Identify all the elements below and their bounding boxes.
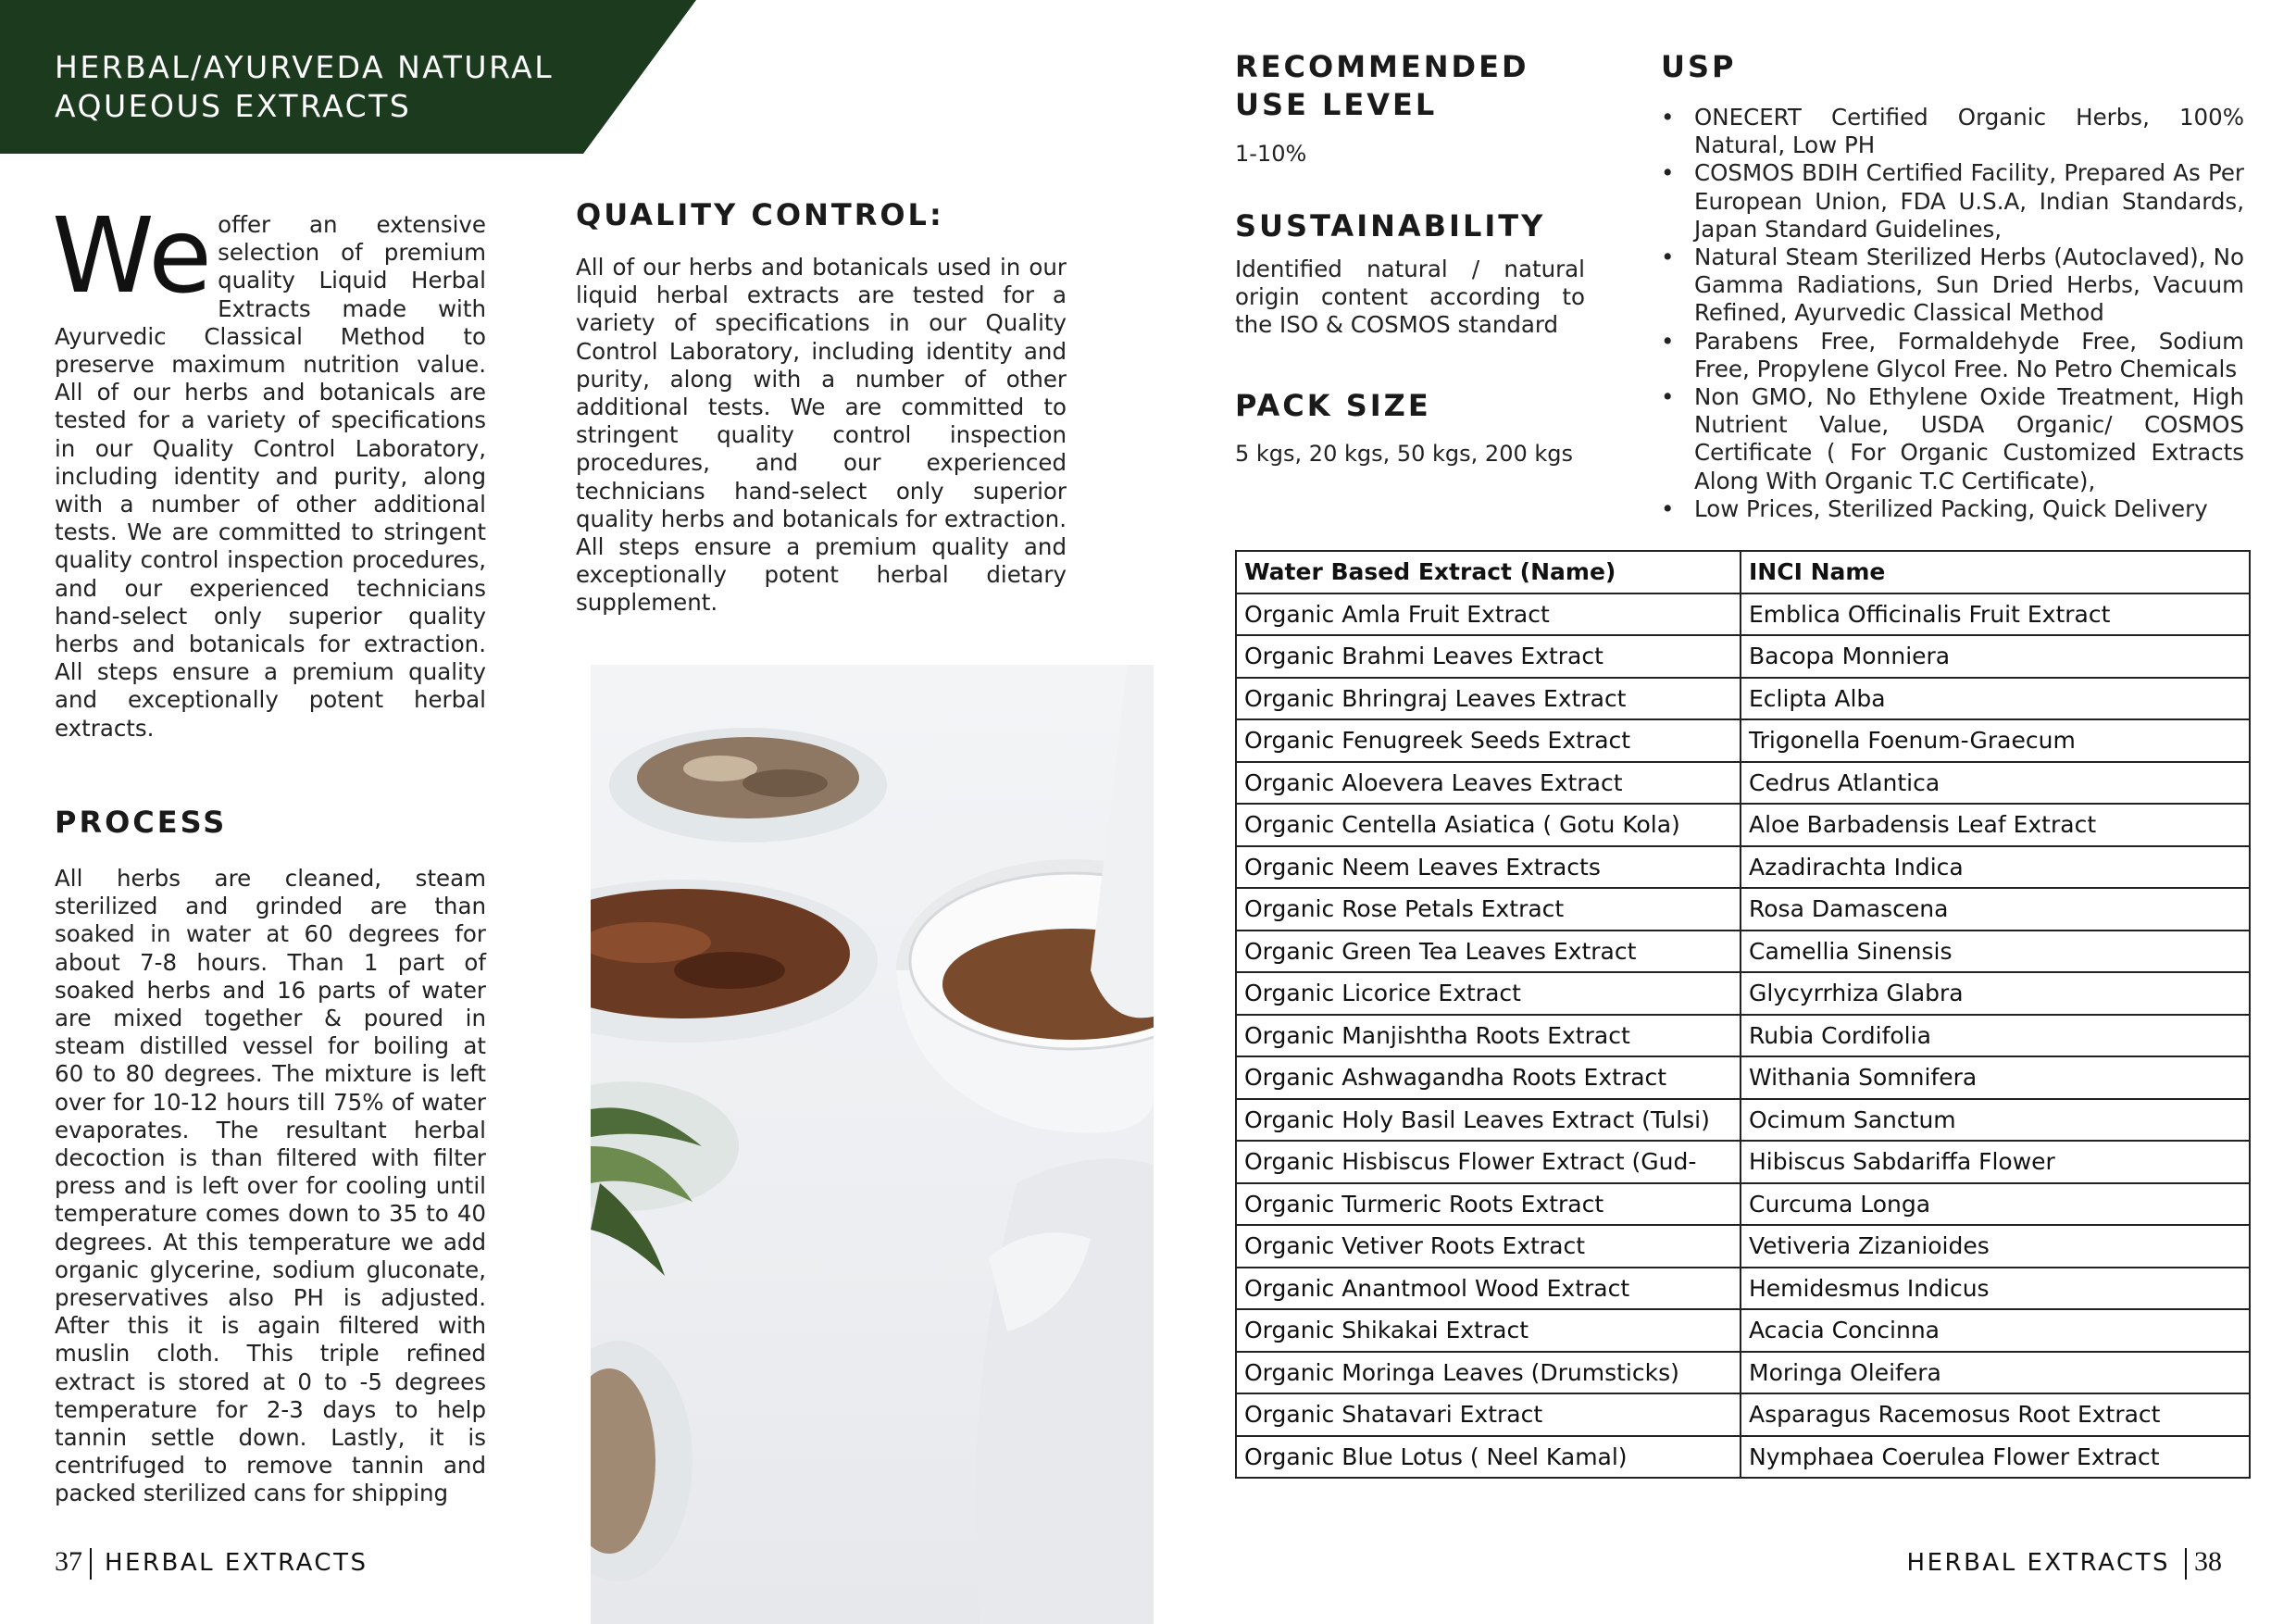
usp-item: • COSMOS BDIH Certified Facility, Prepared As Per European Union, FDA U.S.A, Indian Standards, Japan Standard Guidelines, [1661,159,2244,244]
inci-name-cell: Hemidesmus Indicus [1741,1268,2250,1310]
inci-name-cell: Asparagus Racemosus Root Extract [1741,1393,2250,1436]
extract-name-cell: Organic Aloevera Leaves Extract [1236,762,1741,805]
inci-name-cell: Withania Somnifera [1741,1056,2250,1099]
pack-size-value: 5 kgs, 20 kgs, 50 kgs, 200 kgs [1235,441,1573,467]
extract-name-cell: Organic Turmeric Roots Extract [1236,1183,1741,1226]
inci-name-cell: Bacopa Monniera [1741,635,2250,678]
usp-item: • Non GMO, No Ethylene Oxide Treatment, High Nutrient Value, USDA Organic/ COSMOS Certificate ( For Organic Customized Extracts Along With Organic T.C Certificate), [1661,383,2244,495]
extract-name-cell: Organic Shatavari Extract [1236,1393,1741,1436]
table-row [1236,1436,2250,1479]
extract-name-cell: Organic Centella Asiatica ( Gotu Kola) [1236,804,1741,846]
footer-label-right: HERBAL EXTRACTS [1906,1549,2170,1577]
extract-name-cell: Organic Rose Petals Extract [1236,888,1741,931]
column-header-extract-name: Water Based Extract (Name) [1236,551,1741,593]
inci-name-cell: Vetiveria Zizanioides [1741,1225,2250,1268]
quality-control-text: All of our herbs and botanicals used in our liquid herbal extracts are tested for a variety of specifications in our Quality Control Laboratory, including identity and purity, along with a number of other additional tests. We are committed to stringent quality control inspection procedures, and our experienced technicians hand-select only superior quality herbs and botanicals for extraction. All steps ensure a premium quality and exceptionally potent herbal dietary supplement. [576,254,1067,617]
table-row [1236,1309,2250,1352]
inci-name-cell: Acacia Concinna [1741,1309,2250,1352]
usp-item: • Low Prices, Sterilized Packing, Quick Delivery [1661,495,2244,523]
extract-name-cell: Organic Moringa Leaves (Drumsticks) [1236,1352,1741,1394]
inci-name-cell: Glycyrrhiza Glabra [1741,972,2250,1015]
recommended-value: 1-10% [1235,141,1307,167]
recommended-heading-line1: RECOMMENDED [1235,49,1529,84]
usp-list [1661,104,2244,523]
footer-divider-left [90,1548,92,1580]
column-header-inci-name: INCI Name [1741,551,2250,593]
table-row [1236,1141,2250,1183]
quality-control-heading: QUALITY CONTROL: [576,197,944,232]
table-row [1236,1352,2250,1394]
extract-name-cell: Organic Shikakai Extract [1236,1309,1741,1352]
intro-paragraph [52,196,486,743]
inci-name-cell: Azadirachta Indica [1741,846,2250,889]
table-row [1236,762,2250,805]
table-row [1236,1056,2250,1099]
extract-name-cell: Organic Green Tea Leaves Extract [1236,931,1741,973]
table-row [1236,931,2250,973]
extract-name-cell: Organic Anantmool Wood Extract [1236,1268,1741,1310]
usp-item: • ONECERT Certified Organic Herbs, 100% Natural, Low PH [1661,104,2244,159]
table-row [1236,1099,2250,1142]
extract-name-cell: Organic Hisbiscus Flower Extract (Gud- [1236,1141,1741,1183]
inci-name-cell: Rubia Cordifolia [1741,1015,2250,1057]
usp-heading: USP [1661,49,1737,84]
extract-name-cell: Organic Bhringraj Leaves Extract [1236,678,1741,720]
extract-name-cell: Organic Neem Leaves Extracts [1236,846,1741,889]
extract-name-cell: Organic Amla Fruit Extract [1236,593,1741,636]
table-header-row [1236,551,2250,593]
table-row [1236,719,2250,762]
inci-name-cell: Hibiscus Sabdariffa Flower [1741,1141,2250,1183]
process-heading: PROCESS [55,805,228,840]
recommended-heading [1235,48,1529,124]
herbs-photo-illustration [591,665,1154,1624]
inci-name-cell: Aloe Barbadensis Leaf Extract [1741,804,2250,846]
table-row [1236,804,2250,846]
extract-name-cell: Organic Blue Lotus ( Neel Kamal) [1236,1436,1741,1479]
extract-name-cell: Organic Fenugreek Seeds Extract [1236,719,1741,762]
table-row [1236,1268,2250,1310]
extract-name-cell: Organic Ashwagandha Roots Extract [1236,1056,1741,1099]
table-row [1236,1225,2250,1268]
inci-name-cell: Camellia Sinensis [1741,931,2250,973]
page-number-right: 38 [2194,1546,2222,1577]
sustainability-heading: SUSTAINABILITY [1235,208,1546,244]
herbs-photo [591,665,1154,1624]
footer-divider-right [2185,1548,2187,1580]
extract-name-cell: Organic Holy Basil Leaves Extract (Tulsi) [1236,1099,1741,1142]
usp-item: • Natural Steam Sterilized Herbs (Autoclaved), No Gamma Radiations, Sun Dried Herbs, Vacuum Refined, Ayurvedic Classical Method [1661,244,2244,328]
inci-name-cell: Ocimum Sanctum [1741,1099,2250,1142]
inci-name-cell: Moringa Oleifera [1741,1352,2250,1394]
sustainability-text: Identified natural / natural origin content according to the ISO & COSMOS standard [1235,256,1585,339]
table-row [1236,635,2250,678]
table-row [1236,1393,2250,1436]
footer-right [1907,1546,2222,1580]
footer-left [55,1546,368,1580]
page-title-line2: AQUEOUS EXTRACTS [55,88,412,124]
table-row [1236,888,2250,931]
usp-item: • Parabens Free, Formaldehyde Free, Sodium Free, Propylene Glycol Free. No Petro Chemicals [1661,328,2244,383]
extract-name-cell: Organic Brahmi Leaves Extract [1236,635,1741,678]
table-row [1236,972,2250,1015]
extract-name-cell: Organic Vetiver Roots Extract [1236,1225,1741,1268]
table-row [1236,593,2250,636]
page-number-left: 37 [55,1546,82,1577]
extracts-table [1235,550,2251,1479]
inci-name-cell: Nymphaea Coerulea Flower Extract [1741,1436,2250,1479]
inci-name-cell: Rosa Damascena [1741,888,2250,931]
drop-cap: We [52,196,213,317]
table-row [1236,1183,2250,1226]
table-row [1236,678,2250,720]
recommended-heading-line2: USE LEVEL [1235,87,1438,122]
inci-name-cell: Eclipta Alba [1741,678,2250,720]
pack-size-heading: PACK SIZE [1235,388,1431,423]
inci-name-cell: Trigonella Foenum-Graecum [1741,719,2250,762]
extract-name-cell: Organic Licorice Extract [1236,972,1741,1015]
inci-name-cell: Cedrus Atlantica [1741,762,2250,805]
table-row [1236,846,2250,889]
inci-name-cell: Emblica Officinalis Fruit Extract [1741,593,2250,636]
page-title [55,48,573,126]
footer-label-left: HERBAL EXTRACTS [105,1549,368,1577]
process-text: All herbs are cleaned, steam sterilized and grinded are than soaked in water at 60 degrees for about 7-8 hours. Than 1 part of soaked herbs and 16 parts of water are mixed together & poured in steam distilled vessel for boiling at 60 to 80 degrees. The mixture is left over for 10-12 hours till 75% of water evaporates. The resultant herbal decoction is than filtered with filter press and is left over for cooling until temperature comes down to 35 to 40 degrees. At this temperature we add organic glycerine, sodium gluconate, preservatives also PH is adjusted. After this it is again filtered with muslin cloth. This triple refined extract is stored at 0 to -5 degrees temperature for 2-3 days to help tannin settle down. Lastly, it is centrifuged to remove tannin and packed sterilized cans for shipping [55,865,486,1507]
intro-text: offer an extensive selection of premium quality Liquid Herbal Extracts made with Ayurvedic Classical Method to preserve maximum nutrition value. All of our herbs and botanicals are tested for a variety of specifications in our Quality Control Laboratory, including identity and purity, along with a number of other additional tests. We are committed to stringent quality control inspection procedures, and our experienced technicians hand-select only superior quality herbs and botanicals for extraction. All steps ensure a premium quality and exceptionally potent herbal extracts. [55,211,486,742]
extract-name-cell: Organic Manjishtha Roots Extract [1236,1015,1741,1057]
inci-name-cell: Curcuma Longa [1741,1183,2250,1226]
page-title-line1: HERBAL/AYURVEDA NATURAL [55,49,555,85]
table-row [1236,1015,2250,1057]
